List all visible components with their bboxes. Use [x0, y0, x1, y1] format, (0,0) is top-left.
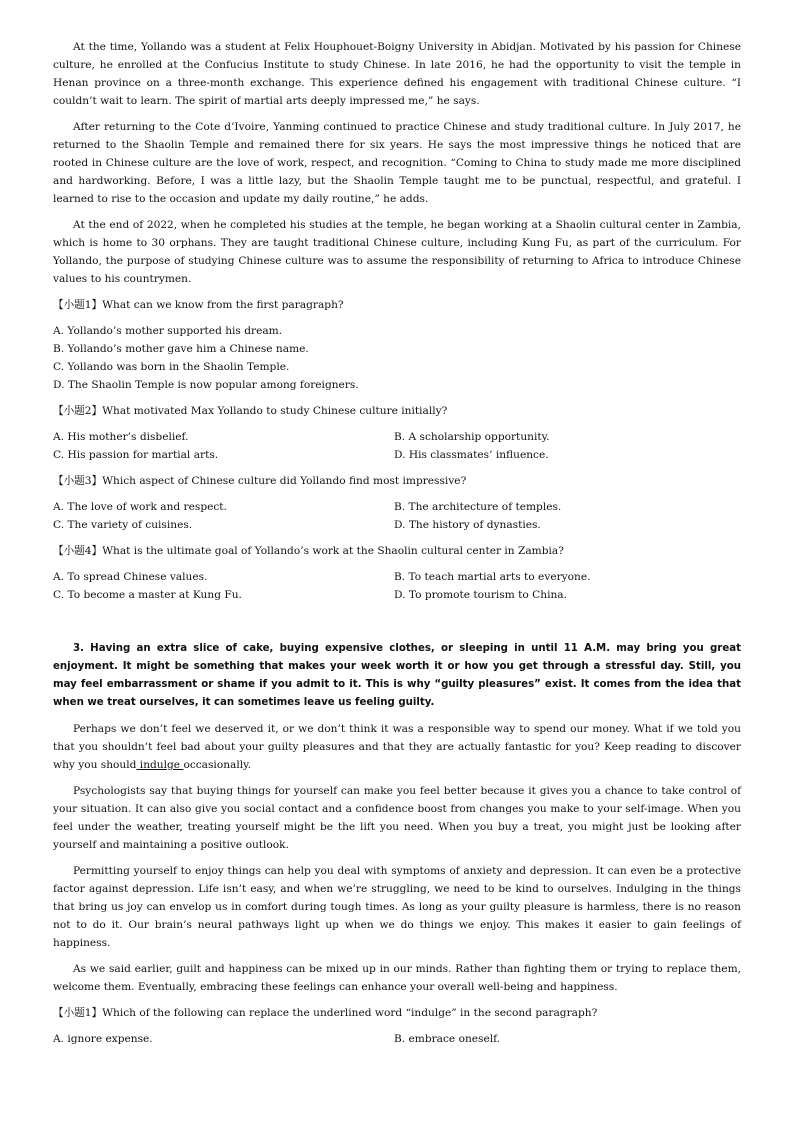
question-options — [53, 498, 741, 534]
option-a: A. To spread Chinese values. — [53, 571, 208, 583]
question-stem: 【小题4】What is the ultimate goal of Yollando’s work at the Shaolin cultural center in Zambia? — [53, 545, 564, 557]
passage3-paragraph-1 — [53, 720, 741, 774]
option-a: A. ignore expense. — [53, 1033, 153, 1045]
question-stem: 【小题1】What can we know from the first paragraph? — [53, 299, 344, 311]
option-a: A. The love of work and respect. — [53, 501, 227, 513]
option-d: D. To promote tourism to China. — [394, 589, 567, 601]
question-options — [53, 322, 741, 394]
passage3-intro: 3. Having an extra slice of cake, buying expensive clothes, or sleeping in until 11 A.M. may bring you great enjoyment. It might be something that makes your week worth it or how you get through a stressful day. Still, you may feel embarrassment or shame if you admit to it. This is why “guilty pleasures” exist. It comes from the idea that when we treat ourselves, it can sometimes leave us feeling guilty. — [53, 643, 741, 708]
passage3-paragraph-2: Psychologists say that buying things for yourself can make you feel better because it gives you a chance to take control of your situation. It can also give you social contact and a confidence boost from changes you make to your self-image. When you feel under the weather, treating yourself might be the lift you need. When you buy a treat, you might just be looking after yourself and maintaining a positive outlook. — [53, 785, 741, 851]
option-b: B. The architecture of temples. — [394, 501, 562, 513]
option-b: B. To teach martial arts to everyone. — [394, 571, 591, 583]
question-options — [53, 1030, 741, 1048]
question-stem: 【小题1】Which of the following can replace the underlined word “indulge” in the second paragraph? — [53, 1007, 598, 1019]
option-b: B. A scholarship opportunity. — [394, 431, 550, 443]
option-d: D. The Shaolin Temple is now popular among foreigners. — [53, 379, 359, 391]
option-c: C. His passion for martial arts. — [53, 449, 219, 461]
question-stem: 【小题3】Which aspect of Chinese culture did Yollando find most impressive? — [53, 475, 467, 487]
passage2-paragraph-3: At the end of 2022, when he completed his studies at the temple, he began working at a Shaolin cultural center in Zambia, which is home to 30 orphans. They are taught traditional Chinese culture, including Kung Fu, as part of the curriculum. For Yollando, the purpose of studying Chinese culture was to assume the responsibility of returning to Africa to introduce Chinese values to his countrymen. — [53, 219, 741, 285]
option-d: D. The history of dynasties. — [394, 519, 541, 531]
passage2-paragraph-2: After returning to the Cote d’Ivoire, Yanming continued to practice Chinese and study traditional culture. In July 2017, he returned to the Shaolin Temple and remained there for six years. He says the most impressive things he noticed that are rooted in Chinese culture are the love of work, respect, and recognition. “Coming to China to study made me more disciplined and hardworking. Before, I was a little lazy, but the Shaolin Temple taught me to be punctual, respectful, and grateful. I learned to rise to the occasion and update my daily routine,” he adds. — [53, 121, 741, 205]
option-c: C. To become a master at Kung Fu. — [53, 589, 242, 601]
option-d: D. His classmates’ influence. — [394, 449, 549, 461]
paragraph-text: Perhaps we don’t feel we deserved it, or we don’t think it was a responsible way to spend our money. What if we told you that you shouldn’t feel bad about your guilty pleasures and that they are actually fantastic for you? Keep reading to discover why you should — [53, 723, 741, 771]
underlined-word: indulge — [136, 759, 184, 771]
section-spacer — [53, 612, 741, 640]
question-stem: 【小题2】What motivated Max Yollando to study Chinese culture initially? — [53, 405, 448, 417]
option-a: A. Yollando’s mother supported his dream. — [53, 325, 283, 337]
option-c: C. The variety of cuisines. — [53, 519, 193, 531]
option-c: C. Yollando was born in the Shaolin Temple. — [53, 361, 290, 373]
paragraph-text: occasionally. — [183, 759, 252, 771]
question-options — [53, 568, 741, 604]
option-b: B. Yollando’s mother gave him a Chinese name. — [53, 343, 309, 355]
passage3-paragraph-3: Permitting yourself to enjoy things can help you deal with symptoms of anxiety and depression. It can even be a protective factor against depression. Life isn’t easy, and when we’re struggling, we need to be kind to ourselves. Indulging in the things that bring us joy can envelop us in comfort during tough times. As long as your guilty pleasure is harmless, there is no reason not to do it. Our brain’s neural pathways light up when we do things we enjoy. This makes it easier to gain feelings of happiness. — [53, 865, 741, 949]
question-options — [53, 428, 741, 464]
option-b: B. embrace oneself. — [394, 1033, 501, 1045]
option-a: A. His mother’s disbelief. — [53, 431, 189, 443]
document-page — [53, 38, 741, 1056]
passage3-paragraph-4: As we said earlier, guilt and happiness can be mixed up in our minds. Rather than fighting them or trying to replace them, welcome them. Eventually, embracing these feelings can enhance your overall well-being and happiness. — [53, 963, 741, 993]
passage2-paragraph-1: At the time, Yollando was a student at Felix Houphouet-Boigny University in Abidjan. Motivated by his passion for Chinese culture, he enrolled at the Confucius Institute to study Chinese. In late 2016, he had the opportunity to visit the temple in Henan province on a three-month exchange. This experience defined his engagement with traditional Chinese culture. “I couldn’t wait to learn. The spirit of martial arts deeply impressed me,” he says. — [53, 41, 741, 107]
